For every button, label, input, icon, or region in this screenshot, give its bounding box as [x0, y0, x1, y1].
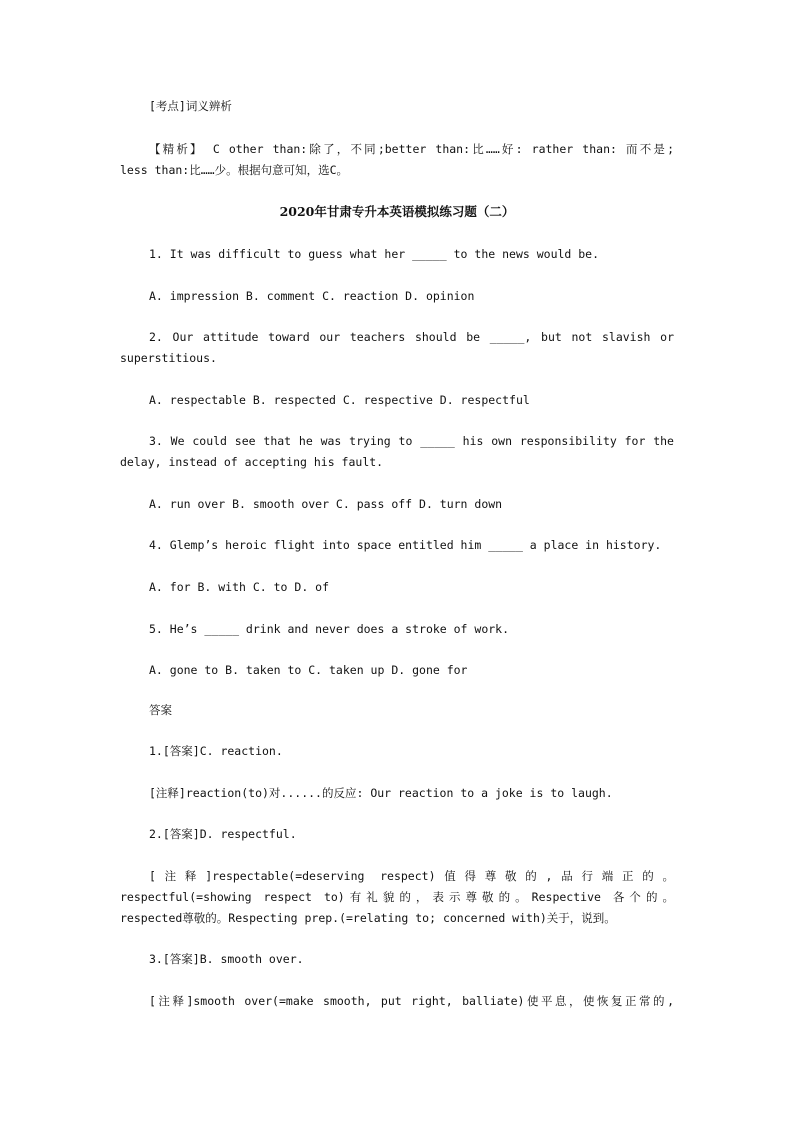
jingxi-line-2: less than:比……少。根据句意可知，选C。: [120, 163, 349, 177]
answer-2: 2.[答案]D. respectful.: [149, 827, 297, 841]
answer-1-note: [注释]reaction(to)对......的反应: Our reaction to a joke is to laugh.: [149, 786, 613, 800]
exercise-title: 2020年甘肃专升本英语模拟练习题（二）: [279, 204, 515, 219]
question-1-options: A. impression B. comment C. reaction D. opinion: [149, 289, 475, 303]
question-5-stem: 5. He’s _____ drink and never does a stroke of work.: [149, 622, 510, 636]
kaodian-line: [考点]词义辨析: [149, 99, 232, 113]
answer-3: 3.[答案]B. smooth over.: [149, 952, 304, 966]
question-3-stem-cont: delay, instead of accepting his fault.: [120, 455, 384, 469]
question-4-stem: 4. Glemp’s heroic flight into space entitled him _____ a place in history.: [149, 538, 662, 552]
answer-3-note: [注释]smooth over(=make smooth, put right, balliate)使平息，使恢复正常的,: [149, 994, 674, 1008]
jingxi-line-1: 【精析】 C other than:除了，不同;better than:比……好: rather than: 而不是;: [149, 142, 674, 156]
question-3-options: A. run over B. smooth over C. pass off D. turn down: [149, 497, 503, 511]
question-5-options: A. gone to B. taken to C. taken up D. gone for: [149, 663, 468, 677]
question-2-stem: 2. Our attitude toward our teachers should be _____, but not slavish or: [149, 330, 674, 344]
answer-1: 1.[答案]C. reaction.: [149, 744, 283, 758]
question-4-options: A. for B. with C. to D. of: [149, 580, 330, 594]
answer-2-note-1: [注释]respectable(=deserving respect)值得尊敬的,品行端正的。: [149, 869, 674, 883]
answers-heading: 答案: [149, 703, 172, 717]
question-1-stem: 1. It was difficult to guess what her _____ to the news would be.: [149, 247, 600, 261]
question-2-stem-cont: superstitious.: [120, 351, 217, 365]
question-2-options: A. respectable B. respected C. respective D. respectful: [149, 393, 530, 407]
answer-2-note-3: respected尊敬的。Respecting prep.(=relating to; concerned with)关于，说到。: [120, 911, 616, 925]
answer-2-note-2: respectful(=showing respect to)有礼貌的，表示尊敬的。Respective 各个的。: [120, 890, 674, 904]
question-3-stem: 3. We could see that he was trying to _____ his own responsibility for the: [149, 434, 674, 448]
